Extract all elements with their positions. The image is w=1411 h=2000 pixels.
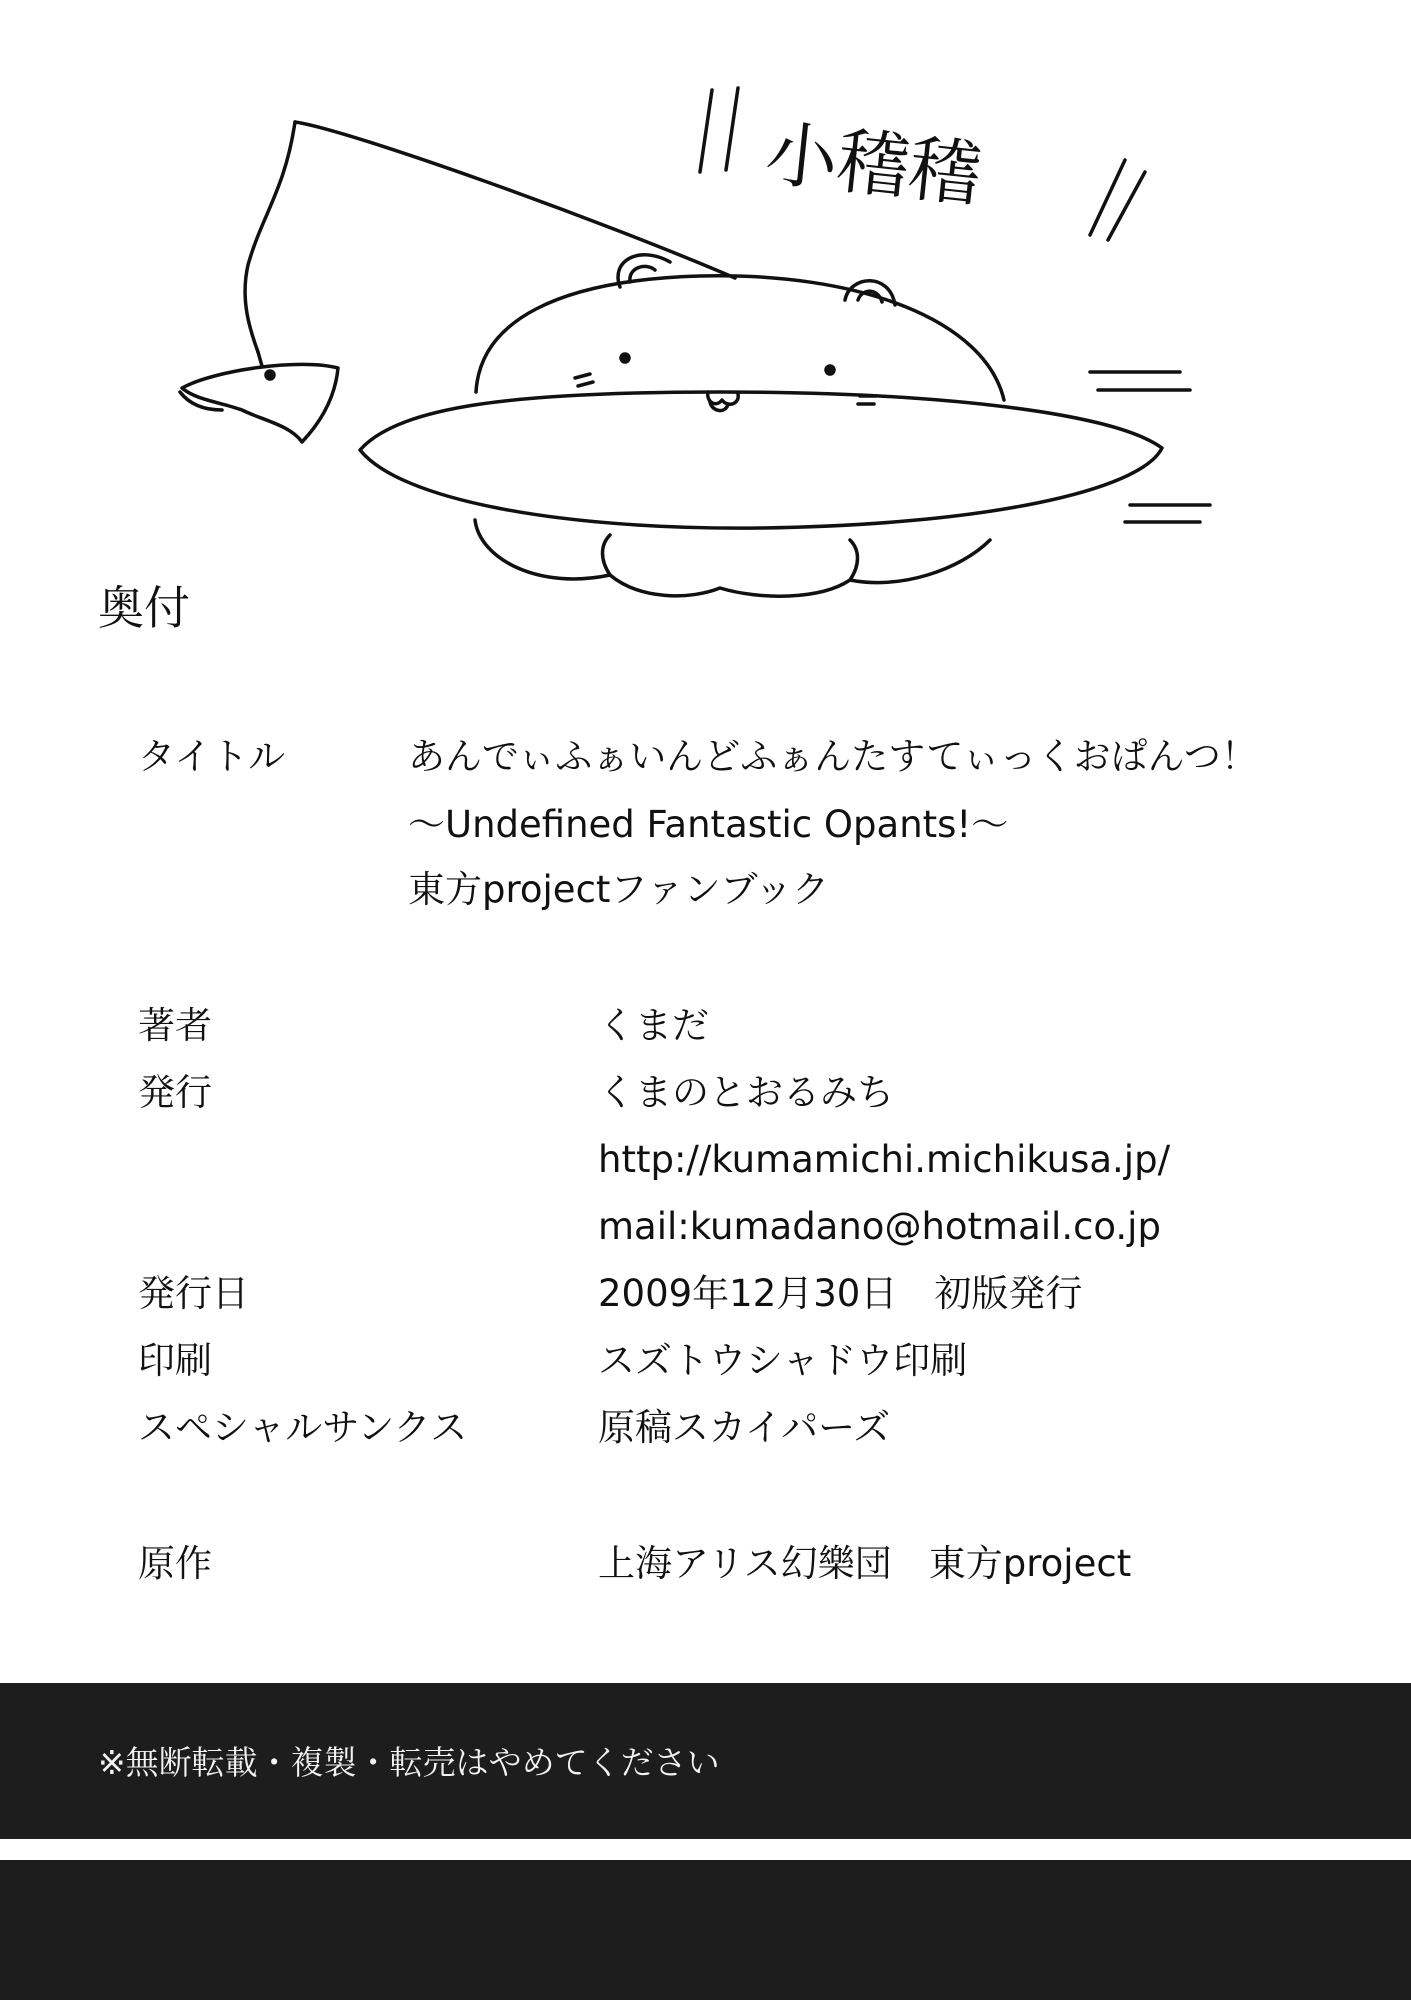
illustration-caption: 小𥡴𥡴: [761, 111, 986, 218]
copyright-notice: ※無断転載・複製・転売はやめてください: [98, 1743, 720, 1782]
colophon-heading: 奥付: [98, 581, 190, 635]
original-value: 上海アリス幻樂団 東方project: [598, 1542, 1132, 1585]
fishing-line: [295, 122, 735, 278]
title-line-1: あんでぃふぁいんどふぁんたすてぃっくおぱんつ！: [408, 735, 1258, 778]
fishing-line-drop: [245, 122, 295, 352]
bear-dome: [476, 276, 1004, 400]
ufo-bear-illustration: [0, 0, 1411, 640]
author-value: くまだ: [598, 1004, 709, 1047]
bottom-band: [0, 1860, 1411, 2000]
publisher-url[interactable]: http://kumamichi.michikusa.jp/: [598, 1138, 1171, 1181]
title-line-3: 東方projectファンブック: [408, 868, 830, 911]
ufo-rim: [360, 392, 1162, 528]
original-label: 原作: [138, 1542, 212, 1585]
thanks-value: 原稿スカイパーズ: [598, 1406, 891, 1449]
panties-icon: [182, 364, 338, 442]
publisher-label: 発行: [138, 1071, 212, 1114]
author-label: 著者: [138, 1004, 212, 1047]
date-label: 発行日: [138, 1272, 249, 1315]
printer-label: 印刷: [138, 1339, 212, 1382]
title-line-2: 〜Undefined Fantastic Opants!〜: [408, 803, 1009, 846]
ufo-bottom: [475, 520, 990, 596]
date-value: 2009年12月30日 初版発行: [598, 1272, 1083, 1315]
printer-value: スズトウシャドウ印刷: [598, 1339, 968, 1382]
title-label: タイトル: [138, 735, 286, 778]
thanks-label: スペシャルサンクス: [138, 1406, 468, 1449]
motion-lines: [1090, 372, 1210, 522]
publisher-mail[interactable]: mail:kumadano@hotmail.co.jp: [598, 1205, 1161, 1248]
publisher-value: くまのとおるみち: [598, 1071, 894, 1114]
